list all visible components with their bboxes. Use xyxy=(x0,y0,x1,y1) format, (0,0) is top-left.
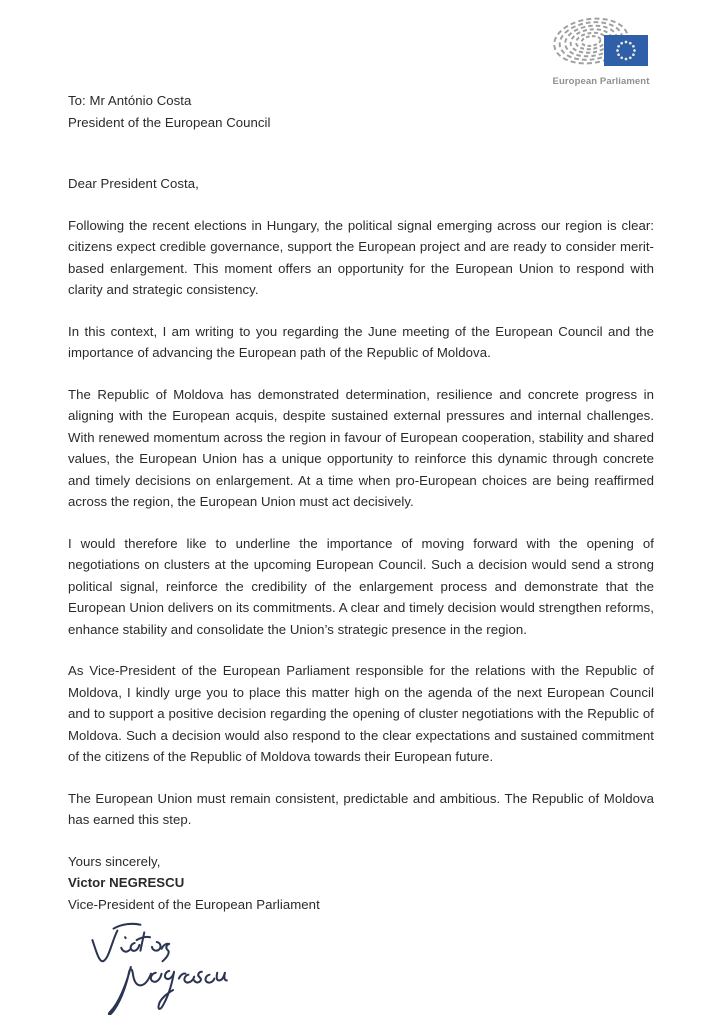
paragraph-2: In this context, I am writing to you regarding the June meeting of the European Council and the importance of advancing the European path of the Republic of Moldova. xyxy=(68,323,654,360)
hemicycle-icon xyxy=(553,15,649,68)
handwritten-signature xyxy=(80,919,654,1015)
paragraph-6: The European Union must remain consistent, predictable and ambitious. The Republic of Moldova has earned this step. xyxy=(68,790,654,827)
signatory-name: Victor NEGRESCU xyxy=(68,875,185,890)
eu-flag-icon xyxy=(604,35,648,66)
closing: Yours sincerely, xyxy=(68,853,161,869)
salutation: Dear President Costa, xyxy=(68,176,199,191)
recipient-title: President of the European Council xyxy=(68,114,271,130)
european-parliament-logo xyxy=(542,15,660,87)
recipient-block xyxy=(68,90,654,133)
paragraph-3: The Republic of Moldova has demonstrated determination, resilience and concrete progress in aligning with the European acquis, despite sustained external pressures and internal challenges. With renewed momentum across the region in favour of European cooperation, stability and shared values, the European Union has a unique opportunity to reinforce this dynamic through concrete and timely decisions on enlargement. At a time when pro-European choices are being reaffirmed across the region, the European Union must act decisively. xyxy=(68,386,654,509)
logo-caption: European Parliament xyxy=(552,75,650,87)
closing-block xyxy=(68,851,654,916)
signatory-title: Vice-President of the European Parliament xyxy=(68,896,320,912)
paragraph-4: I would therefore like to underline the importance of moving forward with the opening of negotiations on clusters at the upcoming European Council. Such a decision would send a strong political signal, reinforce the credibility of the enlargement process and demonstrate that the European Union delivers on its commitments. A clear and timely decision would strengthen reforms, enhance stability and consolidate the Union’s strategic presence in the region. xyxy=(68,535,654,637)
paragraph-5: As Vice-President of the European Parliament responsible for the relations with the Republic of Moldova, I kindly urge you to place this matter high on the agenda of the next European Council and to support a positive decision regarding the opening of cluster negotiations with the Republic of Moldova. Such a decision would also respond to the clear expectations and sustained commitment of the citizens of the Republic of Moldova towards their European future. xyxy=(68,663,654,764)
recipient-name: To: Mr António Costa xyxy=(68,93,192,108)
signature-icon xyxy=(80,919,245,1015)
paragraph-1: Following the recent elections in Hungary, the political signal emerging across our region is clear: citizens expect credible governance, support the European project and are ready to consider merit-based enlargement. This moment offers an opportunity for the European Union to respond with clarity and strategic consistency. xyxy=(68,217,654,297)
